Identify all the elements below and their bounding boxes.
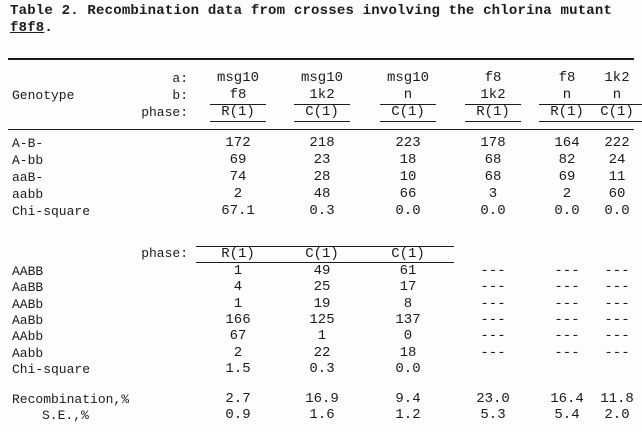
table-cell: 137: [395, 311, 421, 328]
summary-cell: 16.9: [305, 391, 339, 407]
header-label-b: b:: [172, 88, 188, 103]
table-cell: 25: [313, 279, 331, 296]
col-header-a: msg10: [216, 70, 259, 86]
table-cell: 0: [403, 328, 413, 345]
col-header-b: n: [612, 87, 622, 103]
table-cell: 28: [313, 169, 331, 185]
table-cell: 223: [395, 135, 421, 151]
summary-cell: 0.9: [225, 407, 251, 423]
col-header-a: f8: [484, 70, 502, 86]
col-header-phase: C(1): [391, 104, 425, 120]
table-cell: ---: [554, 279, 580, 296]
summary-cell: 1.6: [309, 407, 335, 423]
table-cell: 69: [229, 152, 247, 168]
row-label: AABb: [12, 296, 44, 312]
col-header-underline: [589, 104, 642, 105]
table-cell: ---: [604, 263, 630, 279]
table-cell: 0.0: [480, 203, 506, 219]
table-cell: 1: [317, 328, 327, 345]
table-cell: 0.3: [309, 203, 335, 219]
row-label: Chi-square: [12, 204, 91, 219]
col-header-b: n: [403, 87, 413, 103]
table-cell: 82: [558, 152, 576, 168]
table-cell: ---: [480, 311, 506, 328]
table-cell: 67: [229, 328, 247, 345]
table-cell: 0.0: [554, 203, 580, 219]
col-header-a: msg10: [300, 70, 343, 86]
title-period: .: [44, 20, 54, 36]
col-header-underline: [380, 121, 436, 122]
table-cell: 61: [399, 263, 417, 279]
table-cell: 24: [608, 152, 626, 168]
table-cell: 1: [233, 263, 243, 279]
col-header-underline: [294, 121, 350, 122]
header-rule: [8, 129, 634, 130]
table-cell: ---: [604, 328, 630, 345]
table-cell: ---: [604, 344, 630, 361]
genotype-header: Genotype: [12, 88, 75, 103]
col-header-b: n: [562, 87, 572, 103]
table-cell: 4: [233, 279, 243, 296]
table-cell: 2: [562, 186, 572, 202]
table-cell: ---: [554, 328, 580, 345]
col-header-underline: [465, 121, 521, 122]
row-label: A-bb: [12, 153, 44, 168]
col-header-phase: R(1): [550, 104, 584, 120]
table-cell: 68: [484, 152, 502, 168]
header-label-phase: phase:: [141, 105, 188, 120]
table-title-line2: [10, 20, 53, 36]
row-label: A-B-: [12, 136, 44, 151]
table-cell: 10: [399, 169, 417, 185]
table-cell: ---: [480, 263, 506, 279]
phase-value: R(1): [221, 246, 255, 262]
table-cell: ---: [554, 295, 580, 312]
table-cell: 66: [399, 186, 417, 202]
col-header-underline: [539, 121, 595, 122]
col-header-a: 1k2: [604, 70, 630, 86]
header-label-a: a:: [172, 71, 188, 86]
col-header-underline: [210, 104, 266, 105]
table-cell: 8: [403, 295, 413, 312]
table-cell: 125: [309, 311, 335, 328]
table-cell: 1: [233, 295, 243, 312]
table-cell: 2: [233, 186, 243, 202]
table-cell: 178: [480, 135, 506, 151]
table-cell: ---: [480, 328, 506, 345]
col-header-b: f8: [229, 87, 247, 103]
table-cell: 17: [399, 279, 417, 296]
table-cell: 68: [484, 169, 502, 185]
table-cell: 49: [313, 263, 331, 279]
table-cell: 11: [608, 169, 626, 185]
summary-label: Recombination,%: [12, 392, 130, 407]
table-cell: ---: [480, 279, 506, 296]
table-cell: 3: [488, 186, 498, 202]
table-cell: 218: [309, 135, 335, 151]
row-label: AABB: [12, 264, 44, 279]
table-cell: 74: [229, 169, 247, 185]
summary-cell: 9.4: [395, 391, 421, 407]
col-header-underline: [294, 104, 350, 105]
col-header-phase: C(1): [305, 104, 339, 120]
table-cell: 67.1: [221, 203, 255, 219]
summary-cell: 5.3: [480, 407, 506, 423]
col-header-a: f8: [558, 70, 576, 86]
table-cell: ---: [554, 344, 580, 361]
summary-cell: 2.7: [225, 391, 251, 407]
col-header-underline: [210, 121, 266, 122]
table-cell: 222: [604, 135, 630, 151]
table-cell: ---: [604, 295, 630, 312]
row-label: Chi-square: [12, 361, 91, 377]
table-title-line1: Table 2. Recombination data from crosses involving the chlorina mutant: [10, 3, 613, 19]
summary-label: S.E.,%: [42, 408, 89, 423]
table-cell: ---: [480, 295, 506, 312]
table-cell: 2: [233, 344, 243, 361]
table-cell: 23: [313, 152, 331, 168]
mutant-name: f8f8: [10, 20, 45, 36]
table-cell: 69: [558, 169, 576, 185]
table-cell: 22: [313, 344, 331, 361]
phase-value: C(1): [305, 246, 339, 262]
table-cell: ---: [604, 311, 630, 328]
row-label: AAbb: [12, 329, 44, 345]
row-label: Aabb: [12, 345, 44, 361]
col-header-b: 1k2: [309, 87, 335, 103]
row-label: AaBb: [12, 312, 44, 328]
table-cell: 172: [225, 135, 251, 151]
table-cell: 19: [313, 295, 331, 312]
col-header-phase: R(1): [221, 104, 255, 120]
table-cell: 0.0: [395, 360, 421, 377]
table-cell: 18: [399, 344, 417, 361]
table-cell: 48: [313, 186, 331, 202]
summary-cell: 23.0: [476, 391, 510, 407]
table-cell: 0.0: [395, 203, 421, 219]
table-cell: ---: [604, 279, 630, 296]
row-label: aabb: [12, 187, 44, 202]
table-cell: ---: [554, 263, 580, 279]
col-header-underline: [380, 104, 436, 105]
summary-cell: 2.0: [604, 407, 630, 423]
summary-cell: 16.4: [550, 391, 584, 407]
table-cell: 18: [399, 152, 417, 168]
table-cell: 164: [554, 135, 580, 151]
row-label: AaBB: [12, 280, 44, 296]
col-header-underline: [589, 121, 642, 122]
phase-label: phase:: [141, 246, 188, 261]
table-cell: ---: [554, 311, 580, 328]
table-cell: 60: [608, 186, 626, 202]
summary-cell: 1.2: [395, 407, 421, 423]
table-cell: 1.5: [225, 360, 251, 377]
table-cell: 0.3: [309, 360, 335, 377]
table-cell: 0.0: [604, 203, 630, 219]
col-header-underline: [465, 104, 521, 105]
col-header-phase: C(1): [600, 104, 634, 120]
row-label: aaB-: [12, 170, 44, 185]
col-header-a: msg10: [386, 70, 429, 86]
col-header-phase: R(1): [476, 104, 510, 120]
table-cell: 166: [225, 311, 251, 328]
summary-cell: 5.4: [554, 407, 580, 423]
col-header-b: 1k2: [480, 87, 506, 103]
top-rule: [8, 58, 634, 60]
phase-value: C(1): [391, 246, 425, 262]
summary-cell: 11.8: [600, 391, 634, 407]
table-cell: ---: [480, 344, 506, 361]
